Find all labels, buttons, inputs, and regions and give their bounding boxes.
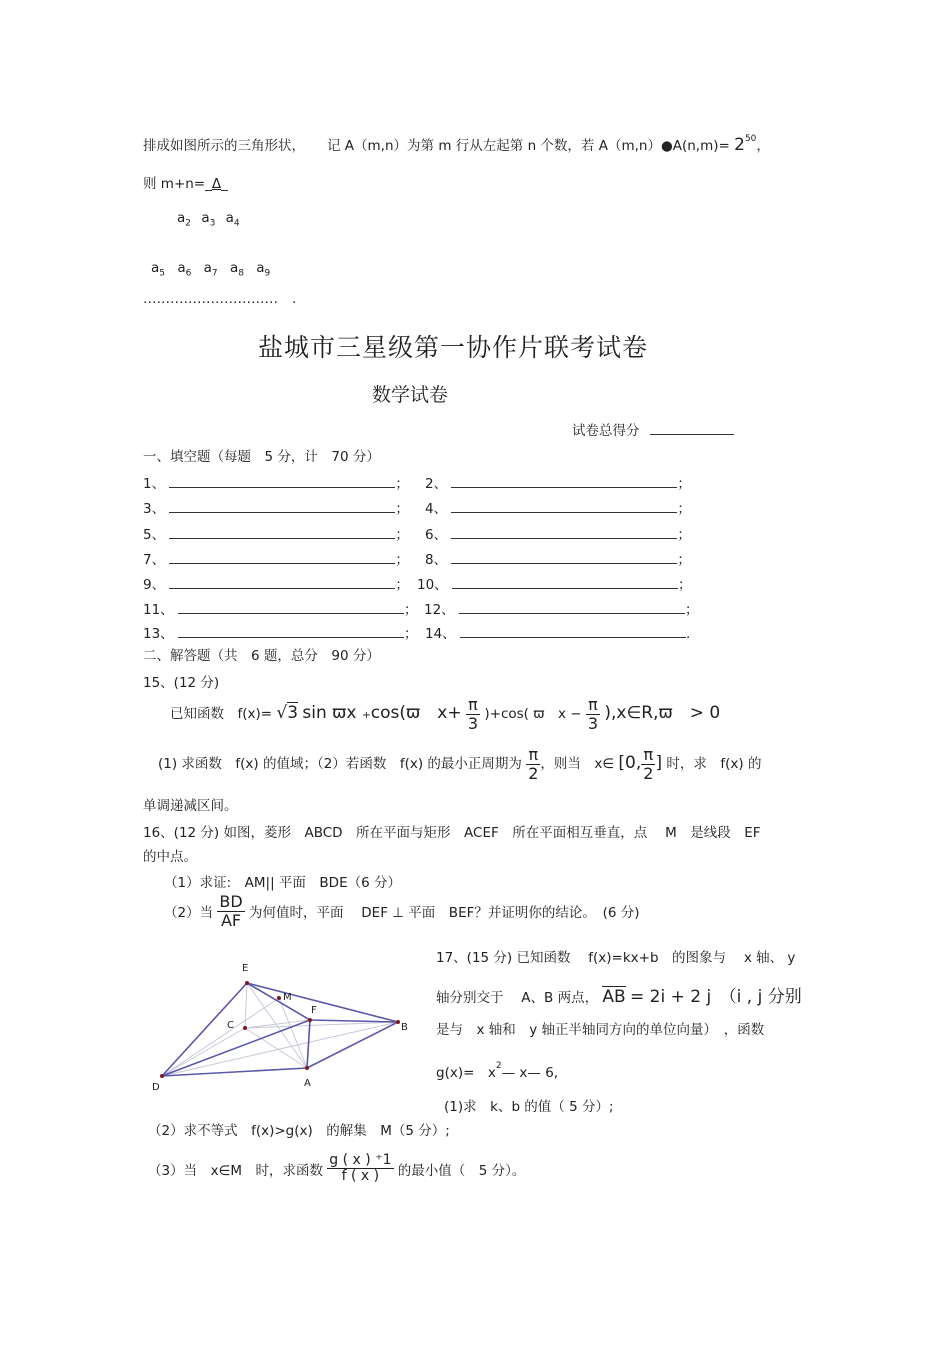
answer-blank[interactable] — [169, 538, 395, 539]
pi-over-2-fraction — [641, 746, 655, 782]
answer-blank[interactable] — [169, 588, 395, 589]
intro-line-1 — [143, 134, 770, 155]
fraction-denominator: 2 — [528, 763, 539, 783]
pi-over-2-fraction — [526, 746, 540, 782]
answer-blank[interactable] — [451, 512, 677, 513]
q17-part3 — [148, 1153, 525, 1185]
q17-text: 的最小值（ 5 分）。 — [397, 1162, 526, 1179]
intro-text: ， — [756, 138, 770, 154]
exponent: 2 — [495, 1060, 502, 1071]
answer-row — [143, 472, 409, 492]
delta-symbol: Δ — [211, 176, 222, 192]
answer-blank[interactable] — [452, 588, 678, 589]
q15-line3: 单调递减区间。 — [143, 798, 238, 814]
answer-blank[interactable] — [451, 563, 677, 564]
q15-text: ),x∈R,ϖ > 0 — [604, 703, 721, 724]
period: . — [292, 291, 297, 307]
q17-text: 轴分别交于 A、B 两点， — [436, 990, 599, 1006]
g-over-f-fraction — [327, 1153, 393, 1185]
item-number: 11、 — [143, 602, 174, 618]
intro-text: 则 m+n=_ — [143, 176, 212, 192]
term: a — [256, 260, 265, 276]
answer-blank[interactable] — [169, 512, 395, 513]
ellipsis-row — [143, 291, 296, 307]
total-score-blank[interactable] — [650, 434, 734, 435]
answer-blank[interactable] — [169, 563, 395, 564]
section2-heading: 二、解答题（共 6 题，总分 90 分） — [143, 648, 380, 664]
q16-line2: 的中点。 — [143, 849, 197, 865]
item-number: 5、 — [143, 527, 166, 543]
q17-text: （3）当 x∈M 时，求函数 — [148, 1162, 323, 1179]
vertex-b — [396, 1020, 400, 1024]
term-index: 7 — [211, 268, 218, 279]
answer-blank[interactable] — [178, 613, 404, 614]
q16-part1: （1）求证: AM|| 平面 BDE（6 分） — [164, 875, 401, 891]
answer-blank[interactable] — [460, 637, 686, 638]
triangle-row-2 — [177, 210, 240, 229]
intro-text: 排成如图所示的三角形状， — [143, 138, 305, 154]
q15-text: sin ϖx ₊cos(ϖ x+ — [302, 703, 462, 724]
sqrt-symbol: √3 — [276, 703, 299, 724]
fraction-denominator: f ( x ) — [341, 1168, 380, 1185]
term: a — [225, 210, 234, 226]
q15-text: 已知函数 f(x)= — [170, 706, 273, 723]
q15-text: (1) 求函数 f(x) 的值域；（2）若函数 f(x) 的最小正周期为 — [158, 756, 522, 773]
vertex-a — [305, 1066, 309, 1070]
item-number: 3、 — [143, 501, 166, 517]
intro-text: n 个数，若 A（m,n）●A(n,m)= — [527, 138, 730, 154]
answer-blank[interactable] — [459, 613, 685, 614]
term: a — [201, 210, 210, 226]
vertex-f — [308, 1018, 312, 1022]
answer-row — [425, 622, 690, 642]
label-c: C — [227, 1020, 234, 1031]
answer-row — [143, 622, 417, 642]
item-end: ； — [395, 501, 409, 517]
answer-row — [425, 523, 691, 543]
label-b: B — [401, 1022, 408, 1033]
vertex-e — [245, 981, 249, 985]
vertex-d — [160, 1074, 164, 1078]
intro-line-2 — [143, 172, 228, 192]
q17-line2 — [436, 982, 802, 1007]
item-end: ； — [395, 552, 409, 568]
geometry-figure — [145, 958, 420, 1093]
sqrt-radicand: 3 — [287, 703, 299, 724]
q17-part2: （2）求不等式 f(x)>g(x) 的解集 M（5 分）; — [148, 1123, 450, 1139]
intro-text: m 行从左起第 — [438, 138, 524, 154]
term-index: 6 — [185, 268, 192, 279]
item-end: ； — [395, 577, 409, 593]
item-end: ； — [677, 577, 692, 593]
item-number: 8、 — [425, 552, 448, 568]
item-number: 4、 — [425, 501, 448, 517]
label-a: A — [304, 1078, 311, 1089]
vertex-c — [243, 1026, 247, 1030]
q16-text: （2）当 — [164, 905, 214, 922]
answer-row — [425, 548, 691, 568]
answer-row — [425, 497, 691, 517]
fraction-numerator: π — [641, 746, 655, 765]
section1-heading: 一、填空题（每题 5 分，计 70 分） — [143, 449, 380, 465]
answer-row — [417, 573, 691, 593]
answer-blank[interactable] — [178, 637, 404, 638]
q15-subquestion — [158, 746, 761, 782]
answer-row — [143, 523, 409, 543]
answer-row — [143, 598, 417, 618]
q17-text: = 2i + 2 j （i , j 分别 — [629, 987, 802, 1007]
term-index: 9 — [264, 268, 271, 279]
term: a — [177, 260, 186, 276]
label-m: M — [283, 992, 292, 1003]
pi-over-3-fraction — [586, 696, 600, 732]
item-end: ； — [677, 552, 691, 568]
q17-text: — x— 6, — [501, 1065, 559, 1081]
fraction-denominator: 3 — [467, 713, 479, 733]
term-index: 2 — [185, 218, 192, 229]
term-index: 8 — [238, 268, 244, 279]
answer-row — [143, 573, 409, 593]
interval-open: [0, — [618, 753, 642, 774]
intro-text: 记 A（m,n）为第 — [327, 138, 435, 154]
q15-text: 时，求 f(x) 的 — [666, 756, 762, 773]
fraction-numerator: π — [526, 746, 540, 765]
item-number: 7、 — [143, 552, 166, 568]
term-index: 3 — [209, 218, 216, 229]
answer-blank[interactable] — [169, 487, 395, 488]
item-end: ； — [395, 527, 409, 543]
term: a — [177, 210, 186, 226]
page-subtitle: 数学试卷 — [372, 384, 449, 406]
item-end: ； — [677, 527, 691, 543]
fraction-denominator: 3 — [587, 713, 599, 733]
q15-label: 15、(12 分) — [143, 675, 220, 691]
term: a — [203, 260, 212, 276]
label-e: E — [242, 963, 249, 974]
fraction-denominator: 2 — [643, 763, 654, 783]
q15-formula — [170, 696, 720, 732]
page-title: 盐城市三星级第一协作片联考试卷 — [258, 333, 649, 362]
vertex-m — [277, 996, 281, 1000]
item-number: 1、 — [143, 476, 166, 492]
fraction-numerator: π — [466, 696, 480, 715]
q16-text: 为何值时，平面 DEF ⊥ 平面 BEF？并证明你的结论。 (6 分) — [248, 905, 640, 922]
item-end: ； — [677, 501, 691, 517]
label-d: D — [152, 1082, 160, 1093]
fraction-numerator: g ( x ) ⁺1 — [329, 1152, 392, 1168]
label-f: F — [311, 1005, 317, 1016]
item-end: ； — [395, 476, 409, 492]
triangle-row-3 — [151, 260, 270, 279]
item-end: ； — [403, 602, 418, 618]
total-score — [572, 419, 734, 439]
item-end: ； — [677, 476, 691, 492]
fraction-numerator: π — [586, 696, 600, 715]
power-base: 2 — [734, 135, 745, 155]
item-number: 6、 — [425, 527, 448, 543]
item-end: ； — [684, 602, 699, 618]
item-number: 2、 — [425, 476, 448, 492]
term-index: 4 — [233, 218, 240, 229]
item-number: 13、 — [143, 626, 174, 642]
term: a — [151, 260, 160, 276]
pi-over-3-fraction — [466, 696, 480, 732]
q17-line3: 是与 x 轴和 y 轴正半轴同方向的单位向量） ，函数 — [436, 1022, 765, 1038]
fraction-denominator: AF — [220, 910, 242, 930]
q17-part1: (1)求 k、b 的值（ 5 分）; — [444, 1099, 614, 1115]
vector-ab: AB — [602, 987, 626, 1007]
q17-line1: 17、(15 分) 已知函数 f(x)=kx+b 的图象与 x 轴、 y — [436, 950, 796, 966]
q15-text: )+cos( ϖ x − — [484, 706, 582, 723]
q15-text: ，则当 x∈ — [540, 756, 615, 773]
q17-line4 — [436, 1061, 558, 1081]
intro-text: _ — [221, 176, 228, 192]
item-number: 12、 — [424, 602, 455, 618]
item-end: ； — [403, 626, 418, 642]
item-end: . — [685, 626, 691, 642]
total-score-label: 试卷总得分 — [572, 423, 640, 439]
q16-part2 — [164, 893, 640, 929]
answer-blank[interactable] — [451, 487, 677, 488]
answer-row — [425, 472, 691, 492]
answer-row — [424, 598, 698, 618]
q16-line1: 16、(12 分) 如图，菱形 ABCD 所在平面与矩形 ACEF 所在平面相互垂直，点 M 是线段 EF — [143, 825, 761, 841]
ellipsis: ………………………… — [143, 291, 278, 307]
item-number: 14、 — [425, 626, 456, 642]
answer-row — [143, 497, 409, 517]
item-number: 9、 — [143, 577, 166, 593]
term-index: 5 — [159, 268, 166, 279]
bd-over-af-fraction — [217, 893, 244, 929]
answer-row — [143, 548, 409, 568]
answer-blank[interactable] — [451, 538, 677, 539]
item-number: 10、 — [417, 577, 448, 593]
q17-text: g(x)= x — [436, 1065, 496, 1081]
power-exponent: 50 — [744, 133, 757, 144]
term: a — [229, 260, 239, 276]
interval-close: ] — [655, 753, 663, 774]
fraction-numerator: BD — [219, 892, 243, 911]
